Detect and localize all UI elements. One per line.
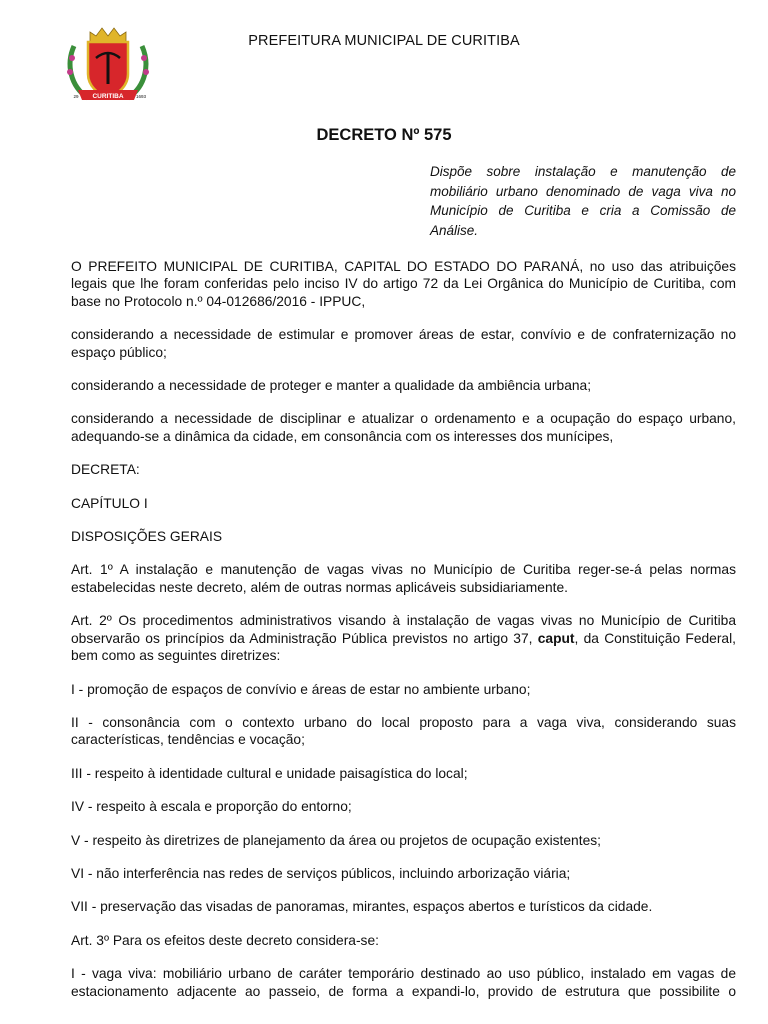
considerando-3: considerando a necessidade de disciplinar e atualizar o ordenamento e a ocupação do espaço urbano, adequando-se a dinâmica da cidade, em consonância com os interesses dos munícipes, — [71, 411, 736, 444]
article-2 — [71, 612, 736, 664]
article-3-item-1: I - vaga viva: mobiliário urbano de caráter temporário destinado ao uso público, instalado em vagas de estacionamento adjacente ao passeio, de forma a expandi-lo, provido de estrutura que possibilite o — [71, 966, 736, 999]
article-1: Art. 1º A instalação e manutenção de vagas vivas no Município de Curitiba reger-se-á pelas normas estabelecidas neste decreto, além de outras normas aplicáveis subsidiariamente. — [71, 562, 736, 595]
chapter-title: DISPOSIÇÕES GERAIS — [71, 529, 223, 545]
considerando-1: considerando a necessidade de estimular e promover áreas de estar, convívio e de confraternização no espaço público; — [71, 327, 736, 360]
preamble: O PREFEITO MUNICIPAL DE CURITIBA, CAPITAL DO ESTADO DO PARANÁ, no uso das atribuições legais que lhe foram conferidas pelo inciso IV do artigo 72 da Lei Orgânica do Município de Curitiba, com base no Protocolo n.º 04-012686/2016 - IPPUC, — [71, 259, 736, 309]
article-2-item-6: VI - não interferência nas redes de serviços públicos, incluindo arborização viária; — [71, 865, 571, 881]
article-2-text-end: , da Constituição Federal, bem como as seguintes diretrizes: — [71, 630, 737, 664]
article-2-item-1: I - promoção de espaços de convívio e áreas de estar no ambiente urbano; — [71, 681, 531, 697]
article-2-item-7: VII - preservação das visadas de panoramas, mirantes, espaços abertos e turísticos da cidade. — [71, 899, 653, 915]
decree-title: DECRETO Nº 575 — [316, 126, 452, 144]
article-2-item-2: II - consonância com o contexto urbano do local proposto para a vaga viva, considerando suas características, tendências e vocação; — [71, 714, 736, 748]
decreta-label: DECRETA: — [71, 462, 140, 478]
considerando-2: considerando a necessidade de proteger e manter a qualidade da ambiência urbana; — [71, 378, 592, 394]
article-2-item-3: III - respeito à identidade cultural e unidade paisagística do local; — [71, 765, 468, 781]
chapter-label: CAPÍTULO I — [71, 495, 148, 511]
article-3: Art. 3º Para os efeitos deste decreto considera-se: — [71, 932, 379, 948]
institution-header: PREFEITURA MUNICIPAL DE CURITIBA — [248, 33, 520, 49]
decree-ementa: Dispõe sobre instalação e manutenção de mobiliário urbano denominado de vaga viva no Município de Curitiba e cria a Comissão de Análise. — [430, 164, 736, 238]
curitiba-crest-icon — [64, 24, 152, 108]
article-2-text: Art. 2º Os procedimentos administrativos visando à instalação de vagas vivas no Município de Curitiba observarão os princípios da Administração Pública previstos no artigo 37, — [71, 613, 736, 646]
crest-year-left: 29 — [73, 94, 79, 99]
article-2-item-4: IV - respeito à escala e proporção do entorno; — [71, 799, 352, 815]
crest-year-right: 1693 — [135, 94, 147, 99]
crest-ribbon-text: CURITIBA — [92, 93, 124, 100]
article-2-item-5: V - respeito às diretrizes de planejamento da área ou projetos de ocupação existentes; — [71, 832, 601, 848]
decree-body — [71, 258, 736, 1016]
article-2-caput: caput — [537, 630, 575, 646]
